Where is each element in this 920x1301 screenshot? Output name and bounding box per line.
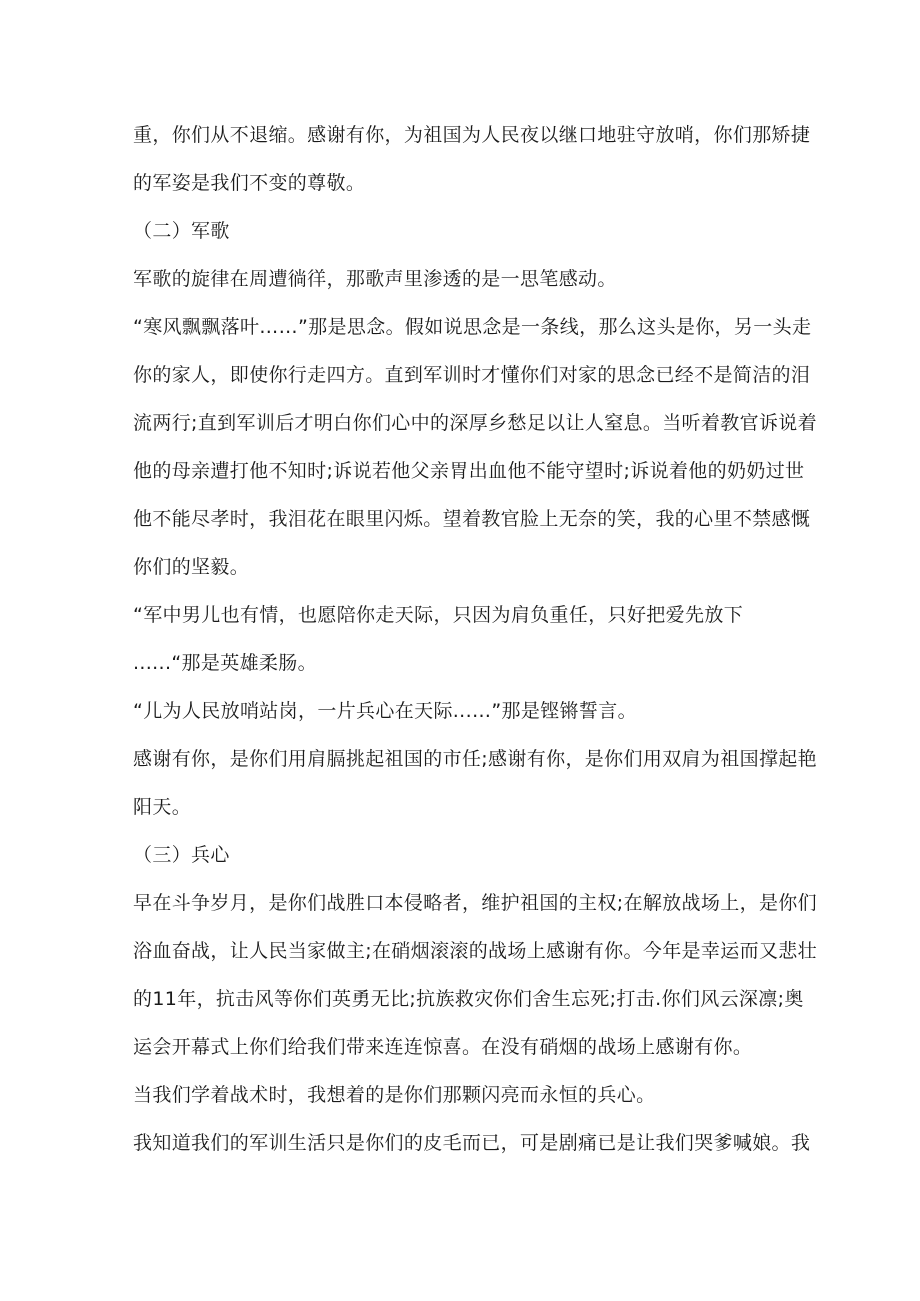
paragraph-line: 当我们学着战术时，我想着的是你们那颗闪亮而永恒的兵心。 [133,1084,656,1106]
section-heading: （二）军歌 [133,220,230,242]
paragraph-line: 阳天。 [133,796,192,818]
paragraph-line: 早在斗争岁月，是你们战胜口本侵略者，维护祖国的主权;在解放战场上，是你们 [133,892,818,914]
paragraph-line: 我知道我们的军训生活只是你们的皮毛而已，可是剧痛已是让我们哭爹喊娘。我 [133,1132,811,1154]
paragraph-line: 的军姿是我们不变的尊敬。 [133,172,366,194]
section-heading: （三）兵心 [133,844,230,866]
paragraph-line: 浴血奋战，让人民当家做主;在硝烟滚滚的战场上感谢有你。今年是幸运而又悲壮 [133,940,818,962]
paragraph-line: 军歌的旋律在周遭徜徉，那歌声里渗透的是一思笔感动。 [133,268,617,290]
paragraph-line: 他不能尽孝时，我泪花在眼里闪烁。望着教官脸上无奈的笑，我的心里不禁感慨 [133,508,811,530]
paragraph-line: “军中男儿也有情，也愿陪你走天际，只因为肩负重任，只好把爱先放下 [133,604,744,626]
paragraph-line: “寒风飘飘落叶……”那是思念。假如说思念是一条线，那么这头是你，另一头走 [133,316,812,338]
paragraph-line: 感谢有你，是你们用肩膈挑起祖国的市任;感谢有你，是你们用双肩为祖国撑起艳 [133,748,818,770]
paragraph-line: ......“那是英雄柔肠。 [133,652,317,674]
paragraph-line: 流两行;直到军训后才明白你们心中的深厚乡愁足以让人窒息。当听着教官诉说着 [133,412,818,434]
paragraph-line: 他的母亲遭打他不知时;诉说若他父亲胃出血他不能守望时;诉说着他的奶奶过世 [133,460,805,482]
paragraph-line: 运会开幕式上你们给我们带来连连惊喜。在没有硝烟的战场上感谢有你。 [133,1036,753,1058]
paragraph-line: “儿为人民放哨站岗，一片兵心在天际...…”那是铿锵誓言。 [133,700,637,722]
paragraph-line: 你的家人，即使你行走四方。直到军训时才懂你们对家的思念已经不是简洁的泪 [133,364,811,386]
paragraph-line: 的11年，抗击风等你们英勇无比;抗族救灾你们舍生忘死;打击.你们风云深凛;奥 [133,988,804,1010]
paragraph-line: 重，你们从不退缩。感谢有你，为祖国为人民夜以继口地驻守放哨，你们那矫捷 [133,124,811,146]
paragraph-line: 你们的坚毅。 [133,556,250,578]
